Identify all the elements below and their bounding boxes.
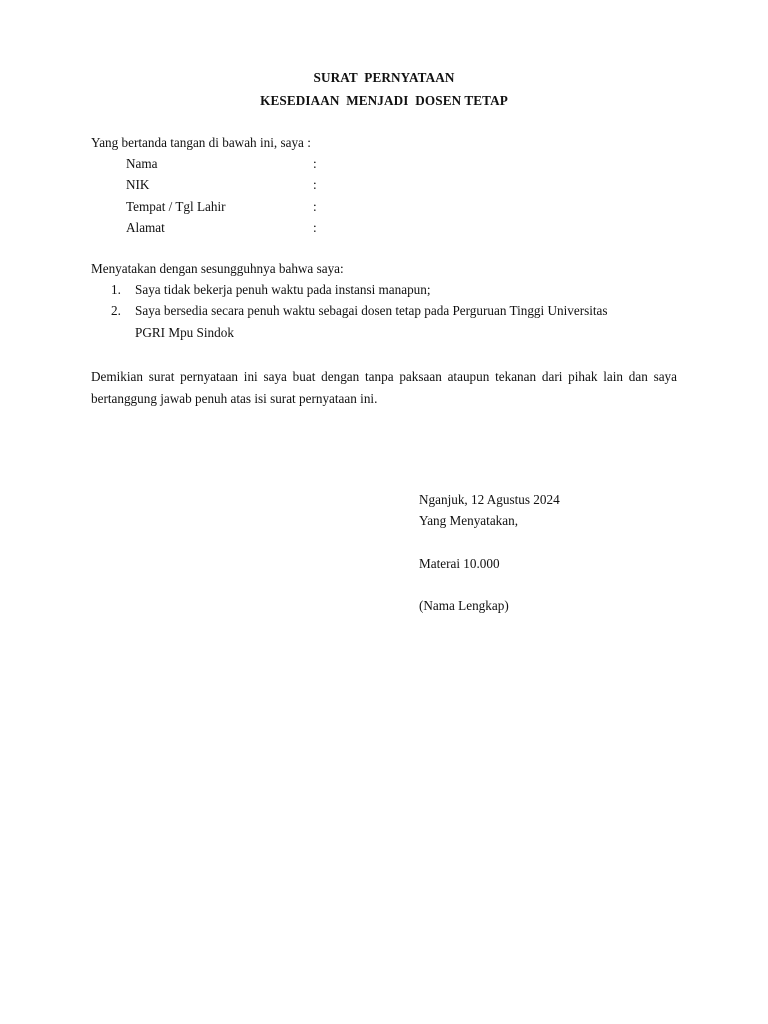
field-colon-nama: : — [313, 156, 317, 171]
list-item-text: Saya bersedia secara penuh waktu sebagai dosen tetap pada Perguruan Tinggi Universitas — [135, 303, 608, 318]
field-label-nik: NIK — [126, 177, 150, 192]
intro-text: Yang bertanda tangan di bawah ini, saya : — [91, 135, 311, 150]
field-label-ttl: Tempat / Tgl Lahir — [126, 199, 226, 214]
field-colon-nik: : — [313, 177, 317, 192]
signature-role: Yang Menyatakan, — [419, 513, 519, 528]
field-label-nama: Nama — [126, 156, 158, 171]
list-item-text: Saya tidak bekerja penuh waktu pada instansi manapun; — [135, 282, 431, 297]
field-colon-ttl: : — [313, 199, 317, 214]
document-subtitle: KESEDIAAN MENJADI DOSEN TETAP — [260, 93, 508, 108]
list-item-number: 1. — [111, 282, 121, 297]
document-title: SURAT PERNYATAAN — [313, 70, 455, 85]
field-colon-alamat: : — [313, 220, 317, 235]
list-item-number: 2. — [111, 303, 121, 318]
closing-paragraph: Demikian surat pernyataan ini saya buat dengan tanpa paksaan ataupun tekanan dari pihak lain dan saya bertanggung jawab penuh atas isi surat pernyataan ini. — [91, 369, 677, 406]
field-label-alamat: Alamat — [126, 220, 165, 235]
list-item-text-continued: PGRI Mpu Sindok — [135, 325, 234, 340]
signature-place-date: Nganjuk, 12 Agustus 2024 — [419, 492, 560, 507]
statement-intro: Menyatakan dengan sesungguhnya bahwa saya: — [91, 261, 344, 276]
signature-stamp: Materai 10.000 — [419, 556, 500, 571]
signature-name: (Nama Lengkap) — [419, 598, 509, 613]
